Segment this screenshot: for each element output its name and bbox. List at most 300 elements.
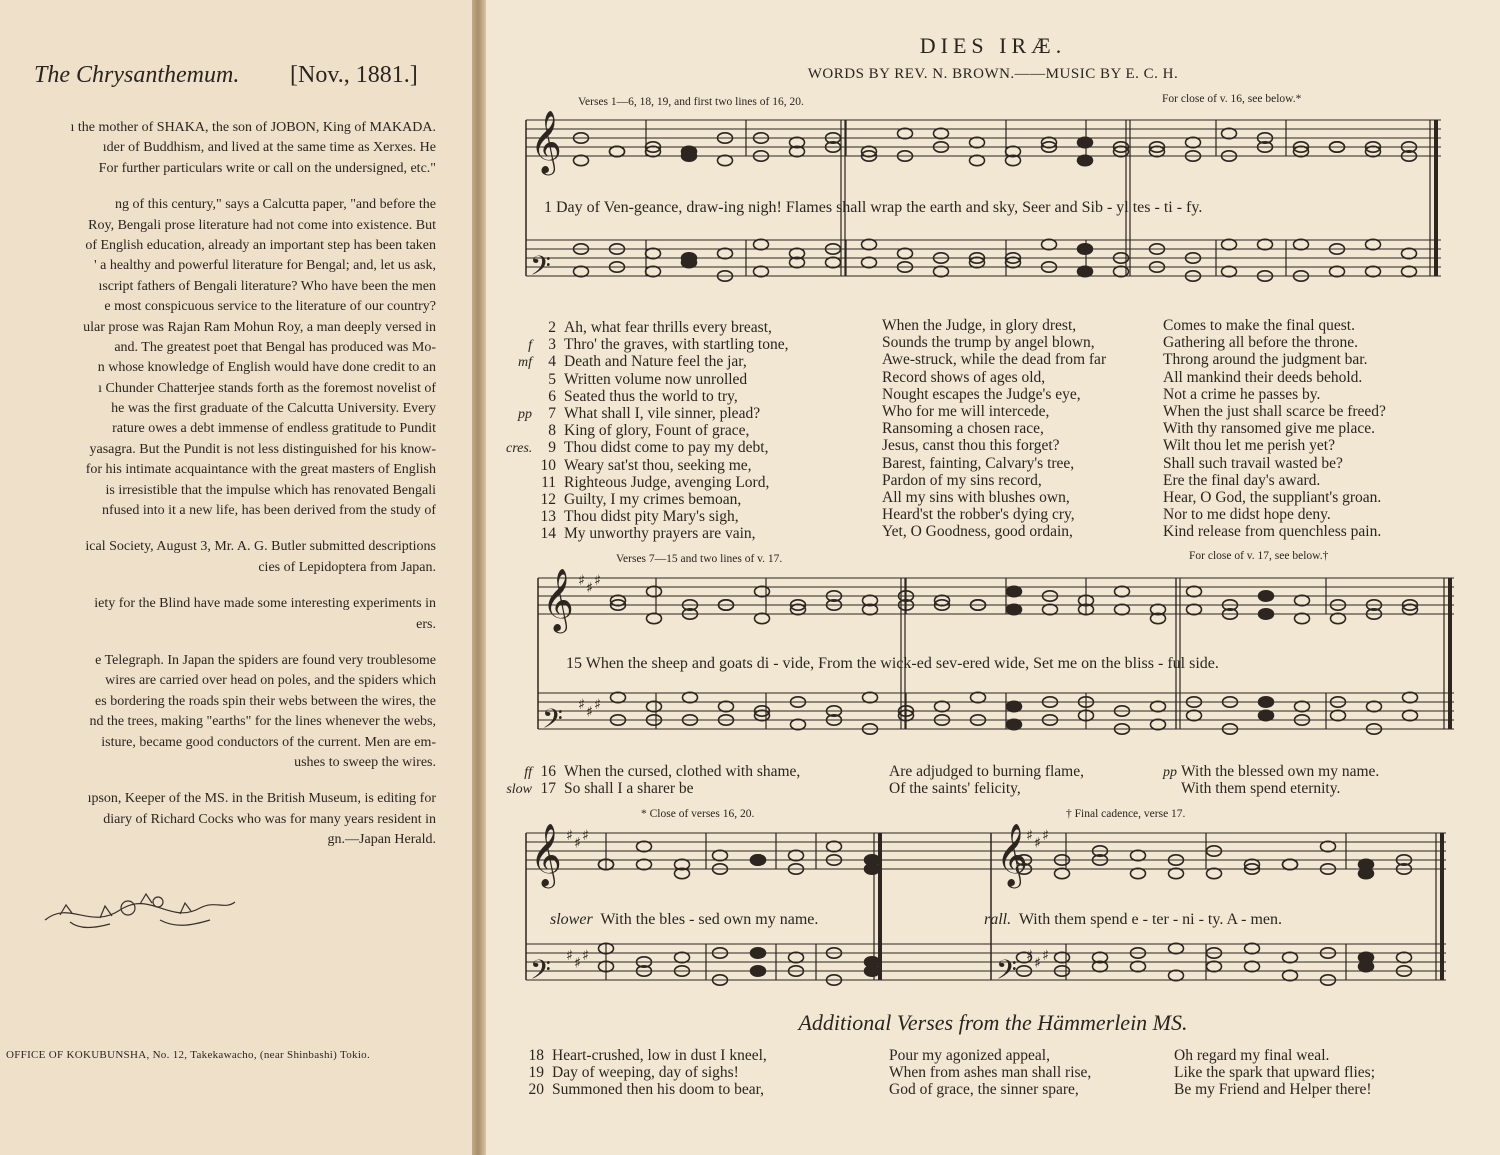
note-head [1259,710,1274,720]
verse-number: 10 [540,456,556,474]
verse-line: Barest, fainting, Calvary's tree, [882,454,1075,472]
verse-line: Heard'st the robber's dying cry, [882,506,1075,524]
text-line: he was the first graduate of the Calcutta University. Every [111,401,436,417]
verse-number: 2 [548,319,556,336]
text-line: wires are carried over head on poles, and the spiders which [105,673,436,689]
verse-line: What shall I, vile sinner, plead? [564,404,761,422]
note-head [1078,266,1093,276]
note-head [1331,613,1346,623]
verse-line: Oh regard my final weal. [1174,1047,1330,1064]
text-line: n whose knowledge of English would have done credit to an [97,360,436,376]
sharp-icon: ♯ [586,580,593,597]
verse-line: All my sins with blushes own, [882,488,1070,506]
note-head [1187,586,1202,596]
verse-row [889,1047,1091,1064]
text-line: iety for the Blind have made some interesting experiments in [94,596,436,612]
note-head [934,128,949,138]
note-head [637,841,652,851]
sharp-icon: ♯ [566,828,573,845]
sharp-icon: ♯ [574,955,581,972]
system2-note-right: For close of v. 17, see below.† [1189,550,1329,562]
note-head [1151,719,1166,729]
verse-line: God of grace, the sinner spare, [889,1081,1079,1099]
note-head [675,952,690,962]
verse-row [882,489,1106,506]
verse-line: Pardon of my sins record, [882,471,1042,489]
verse-line: My unworthy prayers are vain, [564,525,756,543]
verses-a-col1 [506,319,788,542]
verse-line: Thou didst pity Mary's sigh, [564,508,739,526]
note-head [1007,719,1022,729]
final-bar [1440,833,1444,980]
note-head [863,692,878,702]
note-head [1078,137,1093,147]
verse-line: Gathering all before the throne. [1163,334,1358,352]
note-head [754,266,769,276]
note-head [1078,244,1093,254]
verse-row [1163,403,1386,420]
verse-row [1163,506,1386,523]
verse-row [506,353,788,370]
verse-line: Day of weeping, day of sighs! [552,1064,739,1082]
tempo-marking: rall. [984,911,1012,928]
verse-row [882,506,1106,523]
verse-line: Seated thus the world to try, [564,387,738,405]
note-head [1366,266,1381,276]
verse-number: 16 [540,763,556,780]
dynamic-marking: pp [518,406,532,422]
verse-row [882,403,1106,420]
note-head [1207,868,1222,878]
text-line: ushes to sweep the wires. [294,754,436,770]
verse-line: When the Judge, in glory drest, [882,317,1077,334]
paragraph-gap [0,179,436,195]
verse-line: Comes to make the final quest. [1163,317,1355,334]
dynamic-marking: slow [506,782,532,798]
system1-note-left: Verses 1—6, 18, 19, and first two lines of 16, 20. [578,96,804,108]
text-line: is irresistible that the impulse which has renovated Bengali [105,482,436,498]
note-head [1258,239,1273,249]
note-head [865,966,880,976]
note-head [751,855,766,865]
right-page [486,0,1500,1155]
verses-c-col2 [889,1047,1091,1099]
note-head [646,248,661,258]
note-head [1294,239,1309,249]
sharp-icon: ♯ [1042,828,1049,845]
system3-lyric-left: slower With the bles - sed own my name. [550,911,819,928]
note-head [1131,850,1146,860]
verse-number: 13 [540,508,556,526]
verse-row [506,525,788,542]
verse-row [882,351,1106,368]
text-line: e most conspicuous service to the literature of our country? [104,299,436,315]
verses-b [506,763,800,797]
note-head [789,850,804,860]
note-head [1042,239,1057,249]
book-gutter [472,0,486,1155]
sharp-icon: ♯ [1026,828,1033,845]
verse-row [1163,420,1386,437]
note-head [1283,952,1298,962]
note-head [1007,604,1022,614]
verse-row [1163,317,1386,334]
treble-clef-icon: 𝄞 [530,110,562,173]
final-bar [1448,578,1452,729]
note-head [1115,604,1130,614]
dynamic-marking: mf [518,355,532,371]
note-head [1397,952,1412,962]
note-head [1259,591,1274,601]
verse-line: Guilty, I my crimes bemoan, [564,490,742,508]
verse-line: Summoned then his doom to bear, [552,1081,765,1099]
verse-line: Nought escapes the Judge's eye, [882,385,1081,403]
verse-row [506,1081,767,1098]
note-head [1403,710,1418,720]
verse-number: 6 [548,387,556,405]
verses-a-col3 [1163,317,1386,540]
system3-lyric-right: rall. With them spend e - ter - ni - ty. A - men. [984,911,1282,928]
dynamic-marking: ff [524,765,532,780]
verse-line: Who for me will intercede, [882,402,1050,420]
hymn-credits: WORDS BY REV. N. BROWN.——MUSIC BY E. C. H. [807,66,1179,82]
verse-line: Like the spark that upward flies; [1174,1064,1376,1082]
verse-line: With thy ransomed give me place. [1163,420,1376,438]
verse-row [1163,437,1386,454]
verse-line: Ah, what fear thrills every breast, [564,319,772,336]
note-head [755,613,770,623]
bass-clef-icon: 𝄢 [542,703,563,741]
verse-row [506,422,788,439]
verse-number: 17 [540,780,556,798]
dynamic-marking: pp [1163,765,1177,780]
note-head [1207,961,1222,971]
verses-b-col3 [1151,763,1379,797]
text-line: ı the mother of SHAKA, the son of JOBON, King of MAKADA. [70,120,436,135]
note-head [865,864,880,874]
note-head [1222,128,1237,138]
verse-line: Not a crime he passes by. [1163,385,1321,403]
text-line: of English education, already an important step has been taken [85,237,436,253]
text-line: nd the trees, making "earths" for the lines whenever the webs, [89,714,436,730]
issue-date: [Nov., 1881.] [290,62,418,88]
verse-row [1174,1064,1375,1081]
text-line: isture, became good conductors of the current. Men are em- [101,734,436,750]
note-head [754,239,769,249]
hymn-title: DIES IRÆ. [919,33,1067,58]
text-line: for his intimate acquaintance with the great masters of English [85,462,436,478]
verse-number: 12 [540,490,556,508]
note-head [1402,266,1417,276]
verse-row [506,319,788,336]
paragraph-gap [0,635,436,651]
verse-number: 14 [540,525,556,543]
note-head [1359,868,1374,878]
verse-row [506,457,788,474]
text-line: Roy, Bengali prose literature had not come into existence. But [88,217,436,233]
note-head [1186,137,1201,147]
additional-verses-heading: Additional Verses from the Hämmerlein MS. [798,1010,1188,1035]
verse-line: Be my Friend and Helper there! [1174,1081,1372,1099]
verse-row [1163,386,1386,403]
note-head [898,128,913,138]
note-head [751,966,766,976]
verse-row [889,1064,1091,1081]
note-head [1131,961,1146,971]
verse-number: 9 [548,439,556,457]
verse-row [506,336,788,353]
note-head [1043,604,1058,614]
verse-row [506,1064,767,1081]
text-line: ers. [416,616,436,632]
verse-number: 7 [548,404,556,422]
note-head [1187,604,1202,614]
verse-row [1163,523,1386,540]
verse-line: Death and Nature feel the jar, [564,353,747,371]
text-line: nfused into it a new life, has been derived from the study of [102,503,436,519]
paragraph-gap [0,578,436,594]
verse-line: All mankind their deeds behold. [1163,368,1363,386]
note-head [751,948,766,958]
ornament-icon [40,880,240,940]
verse-line: Jesus, canst thou this forget? [882,437,1060,455]
left-page [0,0,472,1155]
bass-clef-icon: 𝄢 [530,250,551,288]
verse-line: When the cursed, clothed with shame, [564,763,801,780]
text-line: ng of this century," says a Calcutta paper, "and before the [115,197,436,213]
sharp-icon: ♯ [578,573,585,590]
text-line: For further particulars write or call on the undersigned, etc." [98,160,436,176]
note-head [647,586,662,596]
note-head [791,719,806,729]
note-head [1169,868,1184,878]
note-head [1169,943,1184,953]
verse-row [506,1047,767,1064]
verse-line: Throng around the judgment bar. [1163,351,1368,369]
verse-line: When from ashes man shall rise, [889,1064,1092,1082]
publisher-footer: OFFICE OF KOKUBUNSHA, No. 12, Takekawacho, (near Shinbashi) Tokio. [6,1049,371,1061]
system1-note-right: For close of v. 16, see below.* [1162,93,1302,105]
text-line: and. The greatest poet that Bengal has produced was Mo- [114,339,436,355]
treble-clef-icon: 𝄞 [530,823,562,886]
note-head [1131,868,1146,878]
text-line: cies of Lepidoptera from Japan. [258,559,436,575]
note-head [970,137,985,147]
verse-row [882,334,1106,351]
text-line: ıder of Buddhism, and lived at the same time as Xerxes. He [102,140,436,156]
note-head [826,257,841,267]
note-head [1295,701,1310,711]
verse-line: Thou didst come to pay my debt, [564,439,769,457]
text-line: yasagra. But the Pundit is not less distinguished for his know- [89,441,436,457]
system3-note-right: † Final cadence, verse 17. [1066,808,1186,820]
note-head [1245,961,1260,971]
paragraph-gap [0,521,436,537]
sharp-icon: ♯ [582,828,589,845]
note-head [1115,586,1130,596]
verses-a-col2 [882,317,1106,540]
verses-b-col2 [889,763,1084,797]
note-head [862,257,877,267]
sharp-icon: ♯ [582,948,589,965]
note-head [682,151,697,161]
note-head [827,841,842,851]
note-head [1359,961,1374,971]
note-head [935,701,950,711]
note-head [718,155,733,165]
verse-row [1163,472,1386,489]
verse-line: Sounds the trump by angel blown, [882,334,1095,352]
text-line: gn.—Japan Herald. [327,832,436,848]
text-line: ' a healthy and powerful literature for Bengal; and, let us ask, [94,258,436,274]
verse-row [882,437,1106,454]
text-line: ıpson, Keeper of the MS. in the British Museum, is editing for [87,791,436,807]
text-line: e Telegraph. In Japan the spiders are found very troublesome [95,652,436,668]
note-head [1259,609,1274,619]
verse-row [1163,334,1386,351]
verse-line: Heart-crushed, low in dust I kneel, [552,1047,767,1064]
text-line: diary of Richard Cocks who was for many years resident in [103,811,436,827]
final-bar [878,833,882,980]
verse-row [1163,455,1386,472]
verse-line: Hear, O God, the suppliant's groan. [1163,488,1382,506]
note-head [713,850,728,860]
verse-line: Awe-struck, while the dead from far [882,351,1107,369]
note-head [934,266,949,276]
verse-row [506,508,788,525]
note-head [1403,692,1418,702]
treble-clef-icon: 𝄞 [996,823,1028,886]
verse-row [882,455,1106,472]
verse-number: 4 [548,353,556,371]
verse-line: Yet, O Goodness, good ordain, [882,523,1073,541]
verse-number: 11 [541,473,556,491]
sharp-icon: ♯ [594,573,601,590]
sharp-icon: ♯ [566,948,573,965]
verse-row [506,491,788,508]
verses-c-col3 [1174,1047,1375,1099]
verse-line: Pour my agonized appeal, [889,1047,1050,1064]
text-line: es bordering the roads spin their webs between the wires, the [95,693,436,709]
verses-c-col1 [506,1047,767,1099]
sharp-icon: ♯ [586,704,593,721]
note-head [1078,155,1093,165]
tempo-marking: slower [550,911,593,928]
note-head [682,257,697,267]
verse-number: 20 [528,1081,544,1099]
sharp-icon: ♯ [594,697,601,714]
note-head [898,248,913,258]
system2-lyric: 15 When the sheep and goats di - vide, From the wick-ed sev-ered wide, Set me on the bliss - ful side. [566,655,1219,672]
note-head [971,692,986,702]
verse-line: Record shows of ages old, [882,368,1046,386]
verse-line: Wilt thou let me perish yet? [1163,437,1335,455]
note-head [1366,239,1381,249]
verse-row [882,420,1106,437]
verse-line: Righteous Judge, avenging Lord, [564,473,770,491]
verse-line: With them spend eternity. [1181,780,1341,798]
note-head [1222,239,1237,249]
note-head [1007,701,1022,711]
music-score [486,0,1500,1155]
sharp-icon: ♯ [578,697,585,714]
verse-row [506,371,788,388]
note-head [755,586,770,596]
system1-lyric: 1 Day of Ven-geance, draw-ing nigh! Flames shall wrap the earth and sky, Seer and Sib - yl tes - ti - fy. [544,199,1203,216]
final-bar [1434,120,1438,276]
note-head [683,692,698,702]
note-head [637,859,652,869]
note-head [1283,859,1298,869]
verse-line: Kind release from quenchless pain. [1163,523,1382,541]
dynamic-marking: f [528,338,532,354]
text-line: ical Society, August 3, Mr. A. G. Butler submitted descriptions [85,539,436,555]
note-head [1245,943,1260,953]
text-line: ular prose was Rajan Ram Mohun Roy, a man deeply versed in [83,319,436,335]
paragraph-gap [0,773,436,789]
verse-row [1163,489,1386,506]
note-head [1187,710,1202,720]
verse-row [1174,1081,1375,1098]
verse-row [882,369,1106,386]
verse-row [1163,369,1386,386]
bass-clef-icon: 𝄢 [530,954,551,992]
note-head [1331,710,1346,720]
note-head [1295,595,1310,605]
text-line: ı Chunder Chatterjee stands forth as the foremost novelist of [98,380,436,396]
note-head [789,952,804,962]
note-head [1151,701,1166,711]
verse-line: Nor to me didst hope deny. [1163,506,1331,524]
verse-row [889,1081,1091,1098]
note-head [862,239,877,249]
verse-row [506,474,788,491]
sharp-icon: ♯ [1034,955,1041,972]
note-head [1402,248,1417,258]
verse-line: Of the saints' felicity, [889,780,1021,798]
text-line: rature owes a debt immense of endless gratitude to Pundit [112,421,436,437]
note-head [610,146,625,156]
verse-row [882,472,1106,489]
verse-line: Are adjudged to burning flame, [889,763,1084,780]
bass-clef-icon: 𝄢 [996,954,1017,992]
note-head [647,701,662,711]
dynamic-marking: cres. [506,441,533,457]
note-head [1259,697,1274,707]
verse-row [882,386,1106,403]
sharp-icon: ♯ [1034,835,1041,852]
verse-line: Ere the final day's award. [1163,471,1321,489]
note-head [1007,586,1022,596]
verse-line: With the blessed own my name. [1181,763,1380,780]
verse-line: When the just shall scarce be freed? [1163,402,1386,420]
verse-row [1163,351,1386,368]
left-page-text [0,118,436,851]
note-head [646,266,661,276]
note-head [574,155,589,165]
note-head [1055,952,1070,962]
note-head [970,155,985,165]
system2-note-left: Verses 7—15 and two lines of v. 17. [616,553,783,565]
system3-note-left: * Close of verses 16, 20. [641,808,755,820]
verse-row [506,388,788,405]
verse-row [882,317,1106,334]
note-head [1055,868,1070,878]
note-head [1367,701,1382,711]
verse-number: 8 [548,422,556,440]
verse-number: 18 [528,1047,544,1064]
verse-number: 19 [528,1064,544,1082]
